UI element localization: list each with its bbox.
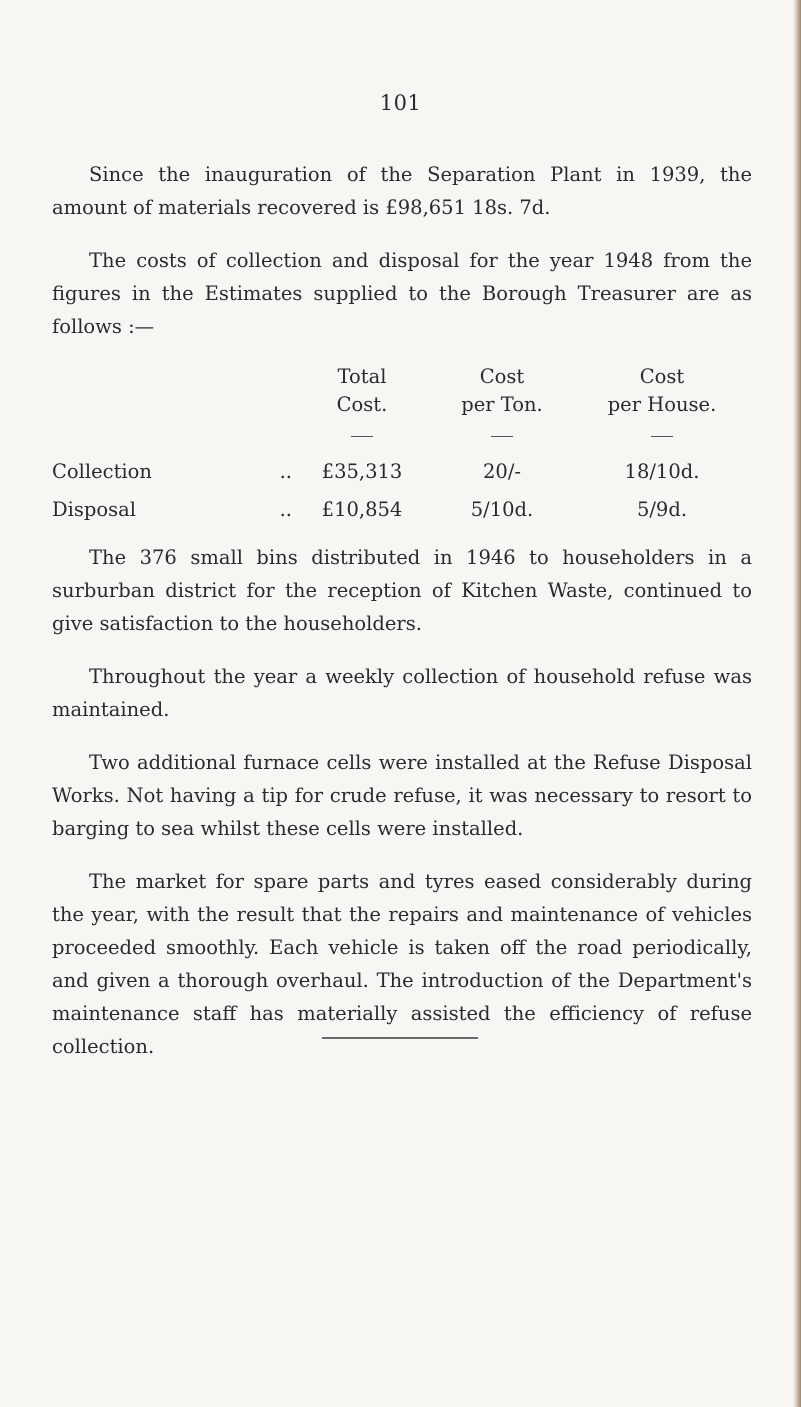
cell-total-cost: £35,313 xyxy=(321,460,403,483)
table-row-disposal xyxy=(52,491,752,529)
row-label: Disposal xyxy=(52,498,136,521)
paragraph-costs-intro: The costs of collection and disposal for the year 1948 from the figures in the Estimates supplied to the Borough Treasurer are as follows :— xyxy=(52,249,752,338)
page-content xyxy=(52,158,752,1063)
header-cost-per-ton: Cost per Ton. xyxy=(461,365,543,416)
header-total-cost: Total Cost. xyxy=(336,365,388,416)
paragraph-spare-parts: The market for spare parts and tyres eased considerably during the year, with the result that the repairs and maintenance of vehicles proceeded smoothly. Each vehicle is taken off the road periodically, and given a thorough overhaul. The introduction of the Department's maintenance staff has materially assisted the efficiency of refuse collection. xyxy=(52,870,752,1058)
paragraph-separation-plant: Since the inauguration of the Separation Plant in 1939, the amount of materials recovered is £98,651 18s. 7d. xyxy=(52,163,752,219)
paragraph-weekly-collection: Throughout the year a weekly collection of household refuse was maintained. xyxy=(52,665,752,721)
paragraph-kitchen-waste: The 376 small bins distributed in 1946 to householders in a surburban district for the reception of Kitchen Waste, continued to give satisfaction to the householders. xyxy=(52,546,752,635)
table-dash-row xyxy=(52,419,752,453)
page-number: 101 xyxy=(379,91,422,115)
section-end-rule xyxy=(322,1037,478,1039)
cell-cost-per-ton: 20/- xyxy=(483,460,521,483)
header-cost-per-house: Cost per House. xyxy=(607,365,717,416)
costs-table xyxy=(52,363,752,529)
cell-cost-per-ton: 5/10d. xyxy=(470,498,534,521)
paragraph-furnace-cells: Two additional furnace cells were installed at the Refuse Disposal Works. Not having a tip for crude refuse, it was necessary to resort to barging to sea whilst these cells were installed. xyxy=(52,751,752,840)
column-rule xyxy=(491,436,513,437)
table-header-row xyxy=(52,363,752,419)
column-rule xyxy=(651,436,673,437)
cell-cost-per-house: 18/10d. xyxy=(624,460,700,483)
leader-dots: .. xyxy=(279,460,292,483)
cell-total-cost: £10,854 xyxy=(321,498,403,521)
page-edge-shadow xyxy=(793,0,801,1407)
column-rule xyxy=(351,436,373,437)
row-label: Collection xyxy=(52,460,152,483)
leader-dots: .. xyxy=(279,498,292,521)
cell-cost-per-house: 5/9d. xyxy=(636,498,688,521)
table-row-collection xyxy=(52,453,752,491)
